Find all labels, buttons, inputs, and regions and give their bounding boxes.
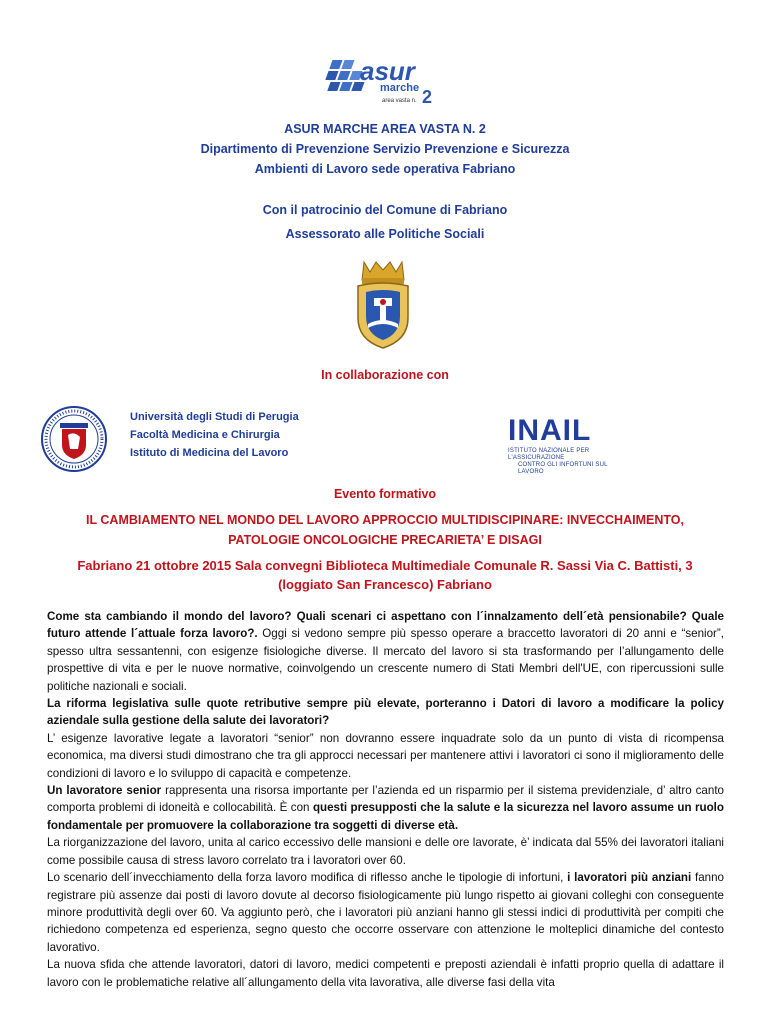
university-seal-icon (40, 405, 108, 473)
paragraph-6-emphasis: i lavoratori più anziani (567, 871, 692, 885)
university-info (130, 408, 299, 462)
university-line-3: Istituto di Medicina del Lavoro (130, 447, 289, 459)
paragraph-1-text: Oggi si vedono sempre più spesso operare a braccetto lavoratori di 20 anni e “senior”, spesso ultra sessantenni, con esigenze fisiologiche diverse. Il mercato del lavoro si sta trasformando per l’allungamento delle prospettive di vita e per le nuove normative, coinvolgendo un crescente numero di Stati Membri dell'UE, con ripercussioni sulle politiche nazionali e sociali. (47, 627, 724, 693)
paragraph-2 (47, 695, 724, 730)
university-line-1: Università degli Studi di Perugia (130, 411, 299, 423)
logo-sub: marche (380, 82, 420, 94)
logo-tag: area vasta n. (382, 98, 417, 104)
inail-logo (508, 414, 628, 475)
paragraph-6-text-b: fanno registrare più assenze dai posti di lavoro dovute al decorso fisiologicamente più lungo rispetto ai giovani colleghi con conseguente minore produttività degli over 60. Va aggiunto però, che i lavoratori più anziani hanno gli stessi indici di produttività per compiti che richiedono competenza ed esperienza, segno questo che occorre osservare con attenzione le moltepl‌ici dinamiche del contesto lavorativo. (47, 871, 724, 954)
paragraph-3-text: L’ esigenze lavorative legate a lavoratori “senior” non dovranno essere inquadrate solo da un punto di vista di ricompensa economica, ma diversi studi dimostrano che tra gli approcci necessari per mantenere attivi i lavoratori ci sono il miglioramento delle condizioni di lavoro e lo sviluppo di capacità e competenze. (47, 731, 724, 780)
paragraph-4-text: rappresenta una risorsa importante per l’azienda ed un risparmio per il sistema previdenziale, d’ altro canto comporta problemi di idoneità e collocabilità. È con (47, 784, 724, 815)
collab-label: In collaborazione con (321, 368, 449, 382)
paragraph-4 (47, 782, 724, 834)
paragraph-5 (47, 834, 724, 869)
paragraph-1-lead: Come sta cambiando il mondo del lavoro? Quali scenari ci aspettano con l´innalzamento dell´età pensionabile? Quale futuro attende l´attuale forza lavoro?. (47, 610, 724, 641)
inail-subtitle-1: ISTITUTO NAZIONALE PER L'ASSICURAZIONE (508, 448, 590, 461)
paragraph-3 (47, 730, 724, 782)
inail-wordmark: INAIL (508, 414, 592, 447)
paragraph-4-lead: Un lavoratore senior (47, 784, 162, 798)
event-title-line-1: IL CAMBIAMENTO NEL MONDO DEL LAVORO APPROCCIO MULTIDISCIPINARE: INVECCHAIMENTO, (86, 513, 684, 527)
event-title-line-2: PATOLOGIE ONCOLOGICHE PRECARIETA’ E DISAGI (228, 533, 542, 547)
paragraph-4-emphasis: questi presupposti che la salute e la sicurezza nel lavoro assume un ruolo fondamentale per promuovere la collaborazione tra soggetti di diverse età. (47, 801, 724, 832)
org-line-1: ASUR MARCHE AREA VASTA N. 2 (284, 122, 486, 136)
paragraph-1 (47, 608, 724, 695)
paragraph-5-text: La riorganizzazione del lavoro, unita al carico eccessivo delle mansioni e delle ore lavorate, è’ indicata dal 55% dei lavoratori italiani come possibile causa di stress lavoro correlato tra i lavoratori over 60. (47, 836, 724, 867)
event-place-line-1: Fabriano 21 ottobre 2015 Sala convegni Biblioteca Multimediale Comunale R. Sassi Via C. Battisti, 3 (77, 558, 693, 573)
event-place-line-2: (loggiato San Francesco) Fabriano (278, 577, 492, 592)
inail-subtitle-2: CONTRO GLI INFORTUNI SUL LAVORO (518, 462, 608, 475)
paragraph-6 (47, 869, 724, 956)
asur-marche-logo (320, 56, 440, 110)
patron-line-2: Assessorato alle Politiche Sociali (285, 227, 485, 241)
org-line-3: Ambienti di Lavoro sede operativa Fabriano (254, 162, 516, 176)
paragraph-7-text: La nuova sfida che attende lavoratori, datori di lavoro, medici competenti e preposti aziendali è infatti proprio quella di adattare il lavoro con le problematiche relative all´allungamento della vita lavorativa, alle diverse fasi della vita (47, 958, 724, 989)
body-text (47, 608, 724, 991)
paragraph-7 (47, 956, 724, 991)
paragraph-2-lead: La riforma legislativa sulle quote retributive sempre più elevate, porteranno i Datori di lavoro a modificare la policy aziendale sulla gestione della salute dei lavoratori? (47, 697, 724, 728)
logo-number: 2 (422, 87, 433, 107)
logo-word: asur (360, 56, 415, 86)
fabriano-coat-of-arms-icon (352, 258, 414, 350)
patron-line-1: Con il patrocinio del Comune di Fabriano (262, 203, 508, 217)
university-line-2: Facoltà Medicina e Chirurgia (130, 429, 280, 441)
event-label: Evento formativo (333, 487, 437, 501)
org-line-2: Dipartimento di Prevenzione Servizio Prevenzione e Sicurezza (200, 142, 570, 156)
paragraph-6-text-a: Lo scenario dell´invecchiamento della forza lavoro modifica di riflesso anche le tipologie di infortuni, (47, 871, 568, 885)
